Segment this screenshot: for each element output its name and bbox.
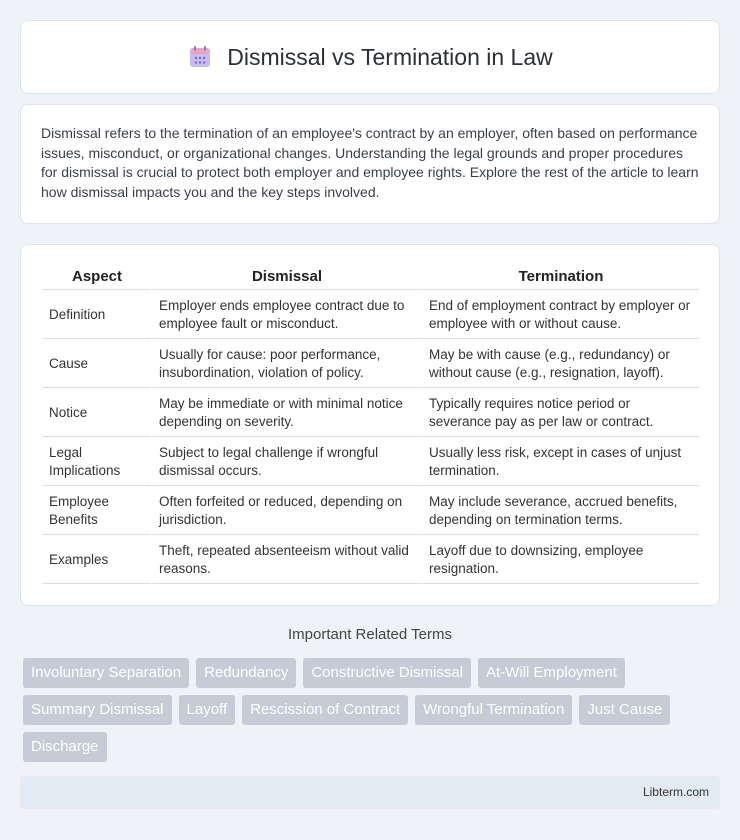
tag-rescission-of-contract[interactable]: Rescission of Contract: [242, 695, 408, 725]
row-aspect: Employee Benefits: [43, 486, 151, 535]
related-terms-title: Important Related Terms: [288, 626, 452, 643]
row-dismissal: Often forfeited or reduced, depending on jurisdiction.: [151, 486, 421, 535]
comparison-table: [43, 264, 699, 584]
row-dismissal: May be immediate or with minimal notice depending on severity.: [151, 388, 421, 437]
header: [187, 44, 553, 71]
related-terms-list: [23, 658, 723, 762]
row-dismissal: Usually for cause: poor performance, insubordination, violation of policy.: [151, 339, 421, 388]
calendar-icon: [187, 44, 213, 70]
intro-text: Dismissal refers to the termination of an employee's contract by an employer, often based on performance issues, misconduct, or organizational changes. Understanding the legal grounds and proper procedures for dismissal is crucial to protect both employer and employee rights. Explore the rest of the article to learn how dismissal impacts you and the key steps involved.: [41, 125, 699, 200]
row-termination: Layoff due to downsizing, employee resignation.: [421, 535, 699, 584]
table-row: [43, 339, 699, 388]
header-termination: Termination: [421, 264, 699, 290]
table-row: [43, 290, 699, 339]
row-aspect: Notice: [43, 388, 151, 437]
tag-discharge[interactable]: Discharge: [23, 732, 107, 762]
row-aspect: Examples: [43, 535, 151, 584]
tag-wrongful-termination[interactable]: Wrongful Termination: [415, 695, 572, 725]
header-dismissal: Dismissal: [151, 264, 421, 290]
row-dismissal: Subject to legal challenge if wrongful dismissal occurs.: [151, 437, 421, 486]
table-row: [43, 486, 699, 535]
tag-just-cause[interactable]: Just Cause: [579, 695, 670, 725]
footer-site-link[interactable]: Libterm.com: [642, 785, 709, 799]
intro-card: [20, 104, 720, 224]
footer: [20, 776, 720, 809]
row-dismissal: Employer ends employee contract due to employee fault or misconduct.: [151, 290, 421, 339]
header-card: [20, 20, 720, 94]
row-aspect: Definition: [43, 290, 151, 339]
table-header-row: [43, 264, 699, 290]
page-title: Dismissal vs Termination in Law: [227, 43, 553, 70]
table-row: [43, 535, 699, 584]
tag-layoff[interactable]: Layoff: [179, 695, 236, 725]
tag-redundancy[interactable]: Redundancy: [196, 658, 296, 688]
tag-at-will-employment[interactable]: At-Will Employment: [478, 658, 625, 688]
tag-involuntary-separation[interactable]: Involuntary Separation: [23, 658, 189, 688]
row-termination: May include severance, accrued benefits, depending on termination terms.: [421, 486, 699, 535]
row-aspect: Cause: [43, 339, 151, 388]
row-termination: Typically requires notice period or severance pay as per law or contract.: [421, 388, 699, 437]
row-termination: May be with cause (e.g., redundancy) or without cause (e.g., resignation, layoff).: [421, 339, 699, 388]
tag-summary-dismissal[interactable]: Summary Dismissal: [23, 695, 172, 725]
header-aspect: Aspect: [43, 264, 151, 290]
table-row: [43, 388, 699, 437]
row-termination: End of employment contract by employer or employee with or without cause.: [421, 290, 699, 339]
comparison-table-card: [20, 244, 720, 606]
row-dismissal: Theft, repeated absenteeism without valid reasons.: [151, 535, 421, 584]
table-row: [43, 437, 699, 486]
row-termination: Usually less risk, except in cases of unjust termination.: [421, 437, 699, 486]
tag-constructive-dismissal[interactable]: Constructive Dismissal: [303, 658, 471, 688]
row-aspect: Legal Implications: [43, 437, 151, 486]
